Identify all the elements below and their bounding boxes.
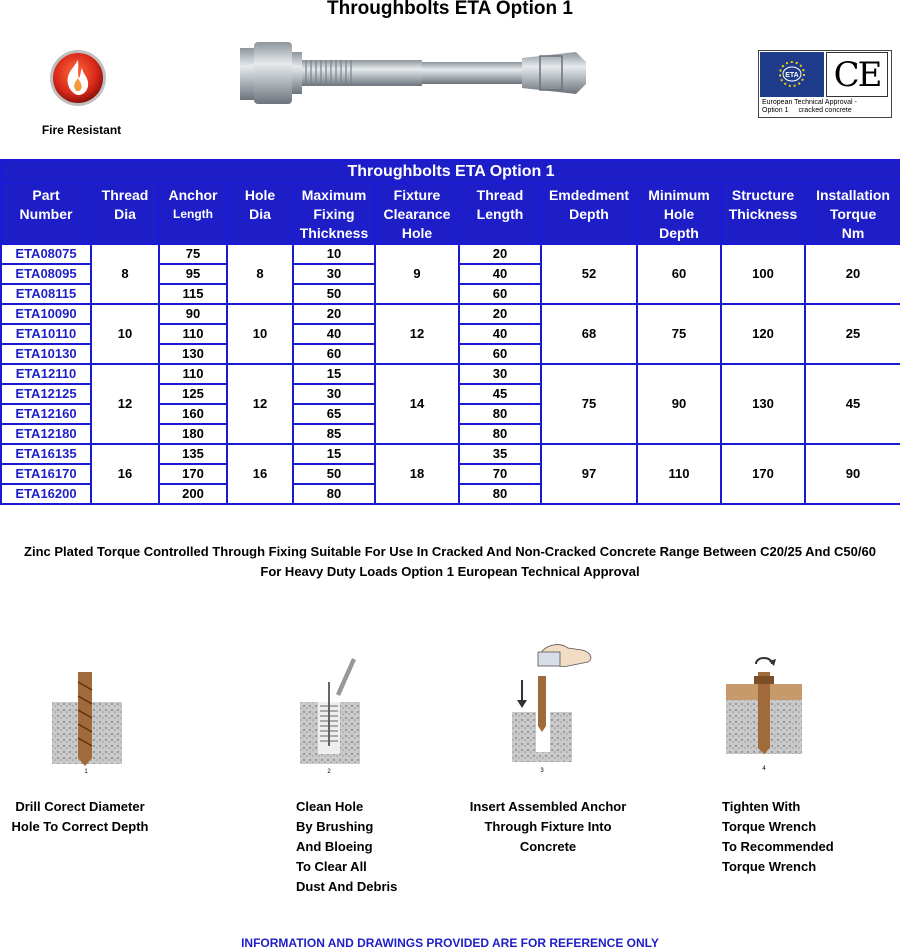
embedment-depth-cell: 75 [541,364,637,444]
installation-torque-cell: 20 [805,244,900,304]
column-header [1,183,91,244]
max-fixing-thickness-cell: 65 [293,404,375,424]
step-3-text [458,797,638,857]
thread-length-cell: 60 [459,344,541,364]
part-number-cell: ETA16200 [1,484,91,504]
thread-length-cell: 45 [459,384,541,404]
part-number-cell: ETA16170 [1,464,91,484]
fixture-clearance-cell: 9 [375,244,459,304]
part-number-cell: ETA10090 [1,304,91,324]
eta-caption-3: cracked concrete [798,107,852,114]
table-caption-row [1,160,900,183]
column-header [805,183,900,244]
column-header [721,183,805,244]
fire-resistant-icon [48,48,108,108]
hole-dia-cell: 12 [227,364,293,444]
thread-dia-cell: 8 [91,244,159,304]
anchor-length-cell: 75 [159,244,227,264]
step-1-line: Hole To Correct Depth [11,819,149,834]
anchor-length-cell: 160 [159,404,227,424]
eta-logo-text: ETA [785,72,799,79]
anchor-length-cell: 200 [159,484,227,504]
anchor-length-cell: 115 [159,284,227,304]
max-fixing-thickness-cell: 15 [293,444,375,464]
column-header-line: Anchor [168,187,218,203]
column-header-line: Thread [476,187,524,203]
step-3-line: Concrete [519,839,577,854]
part-number-cell: ETA12180 [1,424,91,444]
column-header-line: Length [476,206,524,222]
column-header-line: Hole [401,225,433,241]
part-number-cell: ETA12160 [1,404,91,424]
throughbolt-image [240,38,592,108]
max-fixing-thickness-cell: 30 [293,384,375,404]
max-fixing-thickness-cell: 40 [293,324,375,344]
column-header [541,183,637,244]
part-number-cell: ETA10130 [1,344,91,364]
thread-length-cell: 80 [459,484,541,504]
anchor-length-cell: 90 [159,304,227,324]
insert-anchor-illustration [508,640,598,776]
part-number-cell: ETA12110 [1,364,91,384]
thread-length-cell: 40 [459,324,541,344]
thread-length-cell: 40 [459,264,541,284]
step-4-line: Torque Wrench [722,859,817,874]
column-header-line: Installation [816,187,890,203]
max-fixing-thickness-cell: 85 [293,424,375,444]
column-header [375,183,459,244]
column-header [637,183,721,244]
anchor-length-cell: 95 [159,264,227,284]
min-hole-depth-cell: 75 [637,304,721,364]
ce-mark: CE [826,52,888,97]
column-header-line: Thickness [299,225,369,241]
column-header-line: Clearance [383,206,451,222]
tighten-anchor-illustration [722,654,806,776]
step-2-line: And Bloeing [296,839,373,854]
step-4-number: 4 [762,766,766,772]
clean-hole-illustration [296,656,366,776]
column-header-line: Fixture [393,187,441,203]
step-2-line: By Brushing [296,819,374,834]
column-header-line: Hole [244,187,276,203]
thread-length-cell: 70 [459,464,541,484]
anchor-length-cell: 180 [159,424,227,444]
eta-ce-mark [758,50,892,118]
column-header-line: Dia [249,206,271,222]
hole-dia-cell: 10 [227,304,293,364]
table-row [1,244,900,264]
fire-resistant-label: Fire Resistant [41,123,122,137]
thread-length-cell: 20 [459,304,541,324]
step-2-line: To Clear All [296,859,367,874]
column-header-line: Number [19,206,73,222]
max-fixing-thickness-cell: 30 [293,264,375,284]
product-description [0,542,900,582]
anchor-length-cell: 125 [159,384,227,404]
step-2-line: Dust And Debris [296,879,398,894]
column-header-line: Fixing [313,206,355,222]
column-header-line: Nm [841,225,865,241]
thread-length-cell: 80 [459,424,541,444]
step-2-line: Clean Hole [296,799,364,814]
step-1-text [0,797,160,837]
embedment-depth-cell: 97 [541,444,637,504]
max-fixing-thickness-cell: 15 [293,364,375,384]
description-line-1: Zinc Plated Torque Controlled Through Fixing Suitable For Use In Cracked And Non-Cracked Concrete Range Between C20/25 And C50/60 [24,544,876,559]
anchor-length-cell: 135 [159,444,227,464]
fixture-clearance-cell: 14 [375,364,459,444]
page-title: Throughbolts ETA Option 1 [327,0,573,19]
part-number-cell: ETA12125 [1,384,91,404]
structure-thickness-cell: 130 [721,364,805,444]
table-header-row [1,183,900,244]
table-row [1,444,900,464]
max-fixing-thickness-cell: 50 [293,464,375,484]
spec-table [0,159,900,505]
column-header-line: Part [32,187,60,203]
hole-dia-cell: 8 [227,244,293,304]
part-number-cell: ETA08115 [1,284,91,304]
column-header-line: Structure [731,187,795,203]
step-4-line: Tighten With [722,799,801,814]
max-fixing-thickness-cell: 20 [293,304,375,324]
max-fixing-thickness-cell: 60 [293,344,375,364]
step-3-line: Through Fixture Into [484,819,612,834]
column-header-line: Emdedment [548,187,630,203]
anchor-length-cell: 170 [159,464,227,484]
min-hole-depth-cell: 90 [637,364,721,444]
max-fixing-thickness-cell: 50 [293,284,375,304]
anchor-length-cell: 110 [159,324,227,344]
thread-length-cell: 35 [459,444,541,464]
step-3-number: 3 [540,768,544,774]
part-number-cell: ETA08075 [1,244,91,264]
column-header-line: Length [173,207,213,221]
installation-torque-cell: 90 [805,444,900,504]
thread-dia-cell: 16 [91,444,159,504]
column-header [159,183,227,244]
table-row [1,364,900,384]
column-header-line: Dia [114,206,136,222]
embedment-depth-cell: 68 [541,304,637,364]
step-4-line: Torque Wrench [722,819,817,834]
max-fixing-thickness-cell: 80 [293,484,375,504]
installation-torque-cell: 25 [805,304,900,364]
step-1-line: Drill Corect Diameter [15,799,145,814]
part-number-cell: ETA16135 [1,444,91,464]
part-number-cell: ETA10110 [1,324,91,344]
table-row [1,304,900,324]
eta-logo-icon [760,52,824,97]
drill-hole-illustration [50,672,126,776]
thread-length-cell: 30 [459,364,541,384]
column-header-line: Minimum [648,187,710,203]
part-number-cell: ETA08095 [1,264,91,284]
thread-length-cell: 60 [459,284,541,304]
eta-caption-2: Option 1 [762,107,789,114]
step-1-number: 1 [84,769,88,775]
column-header-line: Torque [829,206,877,222]
disclaimer-footer: INFORMATION AND DRAWINGS PROVIDED ARE FOR REFERENCE ONLY [241,936,659,950]
step-2-number: 2 [327,769,331,775]
column-header-line: Thickness [728,206,798,222]
thread-dia-cell: 10 [91,304,159,364]
step-4-text [722,797,872,877]
column-header-line: Depth [659,225,699,241]
column-header-line: Maximum [301,187,367,203]
thread-length-cell: 80 [459,404,541,424]
structure-thickness-cell: 100 [721,244,805,304]
min-hole-depth-cell: 110 [637,444,721,504]
step-4-line: To Recommended [722,839,834,854]
min-hole-depth-cell: 60 [637,244,721,304]
hole-dia-cell: 16 [227,444,293,504]
max-fixing-thickness-cell: 10 [293,244,375,264]
structure-thickness-cell: 120 [721,304,805,364]
column-header-line: Depth [569,206,609,222]
fixture-clearance-cell: 12 [375,304,459,364]
anchor-length-cell: 130 [159,344,227,364]
structure-thickness-cell: 170 [721,444,805,504]
table-caption: Throughbolts ETA Option 1 [1,160,900,183]
installation-torque-cell: 45 [805,364,900,444]
thread-length-cell: 20 [459,244,541,264]
description-line-2: For Heavy Duty Loads Option 1 European Technical Approval [260,564,640,579]
embedment-depth-cell: 52 [541,244,637,304]
fixture-clearance-cell: 18 [375,444,459,504]
eta-caption-1: European Technical Approval - [762,99,857,106]
column-header [293,183,375,244]
column-header [91,183,159,244]
column-header-line: Hole [663,206,695,222]
step-3-line: Insert Assembled Anchor [469,799,627,814]
thread-dia-cell: 12 [91,364,159,444]
step-2-text [296,797,446,897]
column-header [459,183,541,244]
column-header-line: Thread [101,187,149,203]
column-header [227,183,293,244]
anchor-length-cell: 110 [159,364,227,384]
